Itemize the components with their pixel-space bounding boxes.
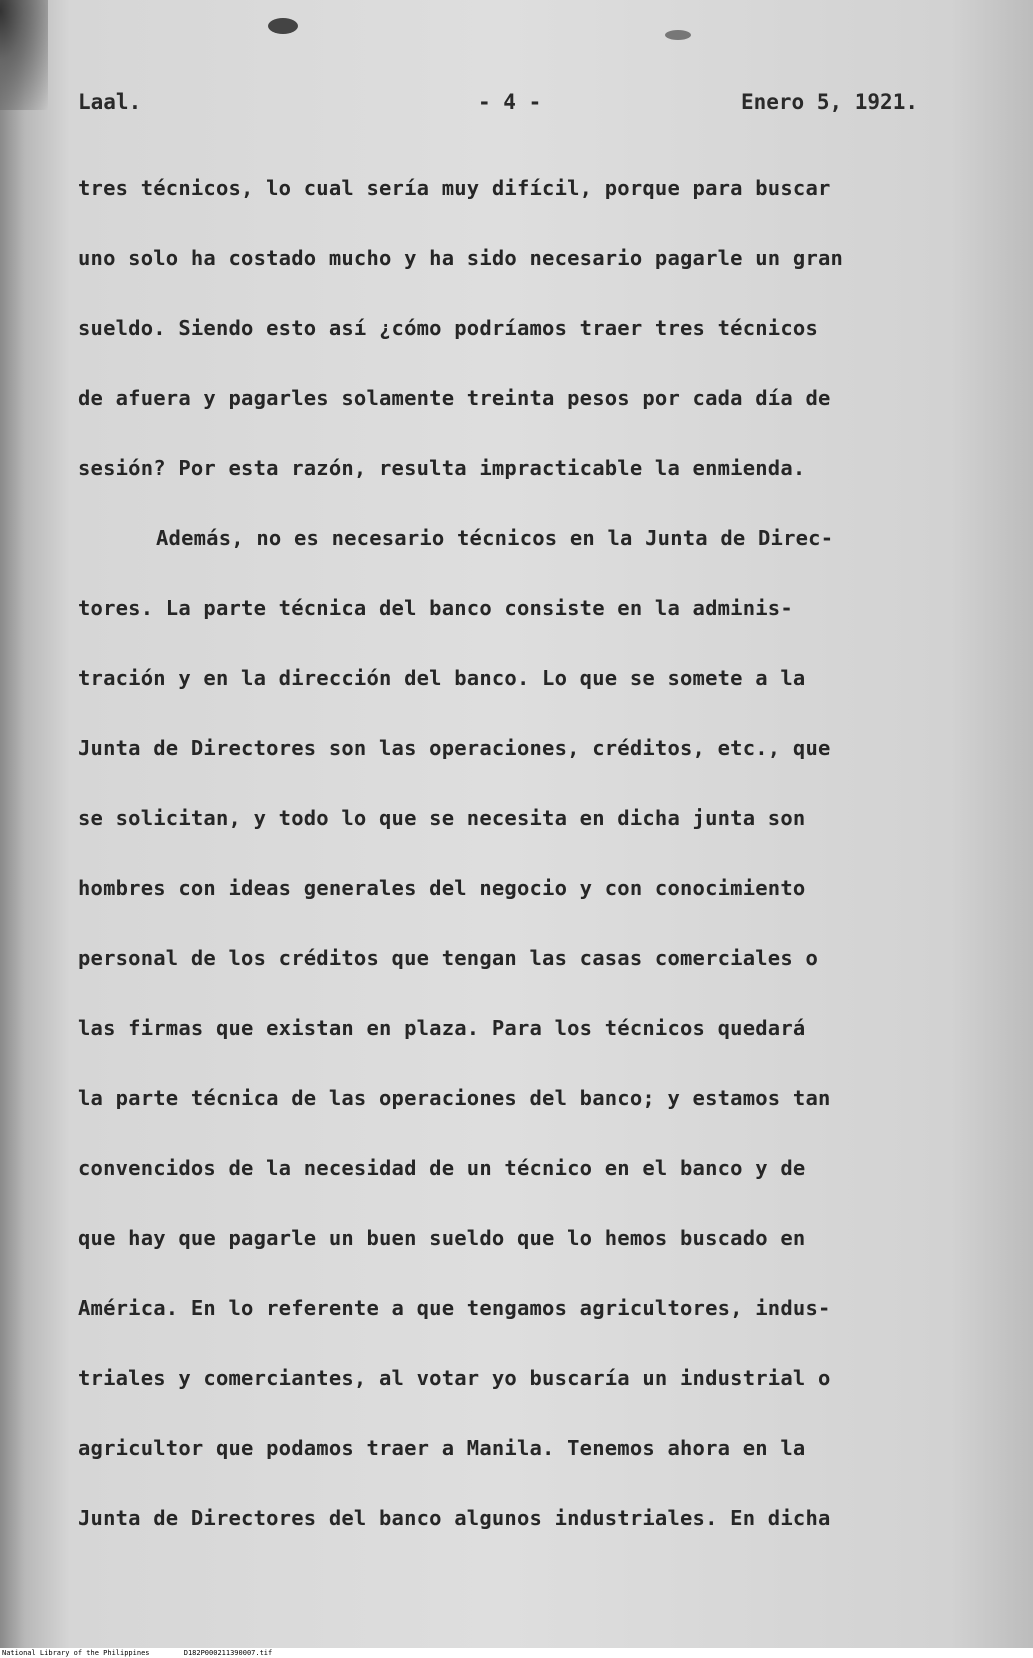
text-line: de afuera y pagarles solamente treinta pesos por cada día de <box>78 386 831 410</box>
page-number: - 4 - <box>478 90 542 114</box>
header-date: Enero 5, 1921. <box>740 90 918 114</box>
text-line: hombres con ideas generales del negocio y con conocimiento <box>78 876 806 900</box>
header-speaker: Laal. <box>78 90 142 114</box>
page-header <box>78 90 918 120</box>
footer-file-id: D182P000211390007.tif <box>183 1649 273 1657</box>
text-line: Junta de Directores son las operaciones, créditos, etc., que <box>78 736 831 760</box>
page-edge-shadow <box>0 0 48 110</box>
text-line: que hay que pagarle un buen sueldo que lo hemos buscado en <box>78 1226 806 1250</box>
text-line: las firmas que existan en plaza. Para los técnicos quedará <box>78 1016 806 1040</box>
punch-hole <box>665 30 691 40</box>
typed-text-body <box>78 176 958 1576</box>
text-line: sueldo. Siendo esto así ¿cómo podríamos traer tres técnicos <box>78 316 818 340</box>
text-line: Junta de Directores del banco algunos industriales. En dicha <box>78 1506 831 1530</box>
text-line: tores. La parte técnica del banco consiste en la adminis- <box>78 596 793 620</box>
paragraph-start-line: Además, no es necesario técnicos en la Junta de Direc- <box>156 526 834 550</box>
text-line: se solicitan, y todo lo que se necesita en dicha junta son <box>78 806 806 830</box>
footer-source: National Library of the Philippines <box>2 1649 150 1657</box>
text-line: América. En lo referente a que tengamos agricultores, indus- <box>78 1296 831 1320</box>
text-line: uno solo ha costado mucho y ha sido necesario pagarle un gran <box>78 246 844 270</box>
punch-hole <box>268 18 298 34</box>
text-line: la parte técnica de las operaciones del banco; y estamos tan <box>78 1086 831 1110</box>
text-line: agricultor que podamos traer a Manila. Tenemos ahora en la <box>78 1436 806 1460</box>
text-line: sesión? Por esta razón, resulta impracticable la enmienda. <box>78 456 806 480</box>
text-line: personal de los créditos que tengan las casas comerciales o <box>78 946 818 970</box>
text-line: tres técnicos, lo cual sería muy difícil, porque para buscar <box>78 176 831 200</box>
text-line: triales y comerciantes, al votar yo buscaría un industrial o <box>78 1366 831 1390</box>
scan-footer <box>0 1648 1033 1658</box>
text-line: convencidos de la necesidad de un técnico en el banco y de <box>78 1156 806 1180</box>
text-line: tración y en la dirección del banco. Lo que se somete a la <box>78 666 806 690</box>
